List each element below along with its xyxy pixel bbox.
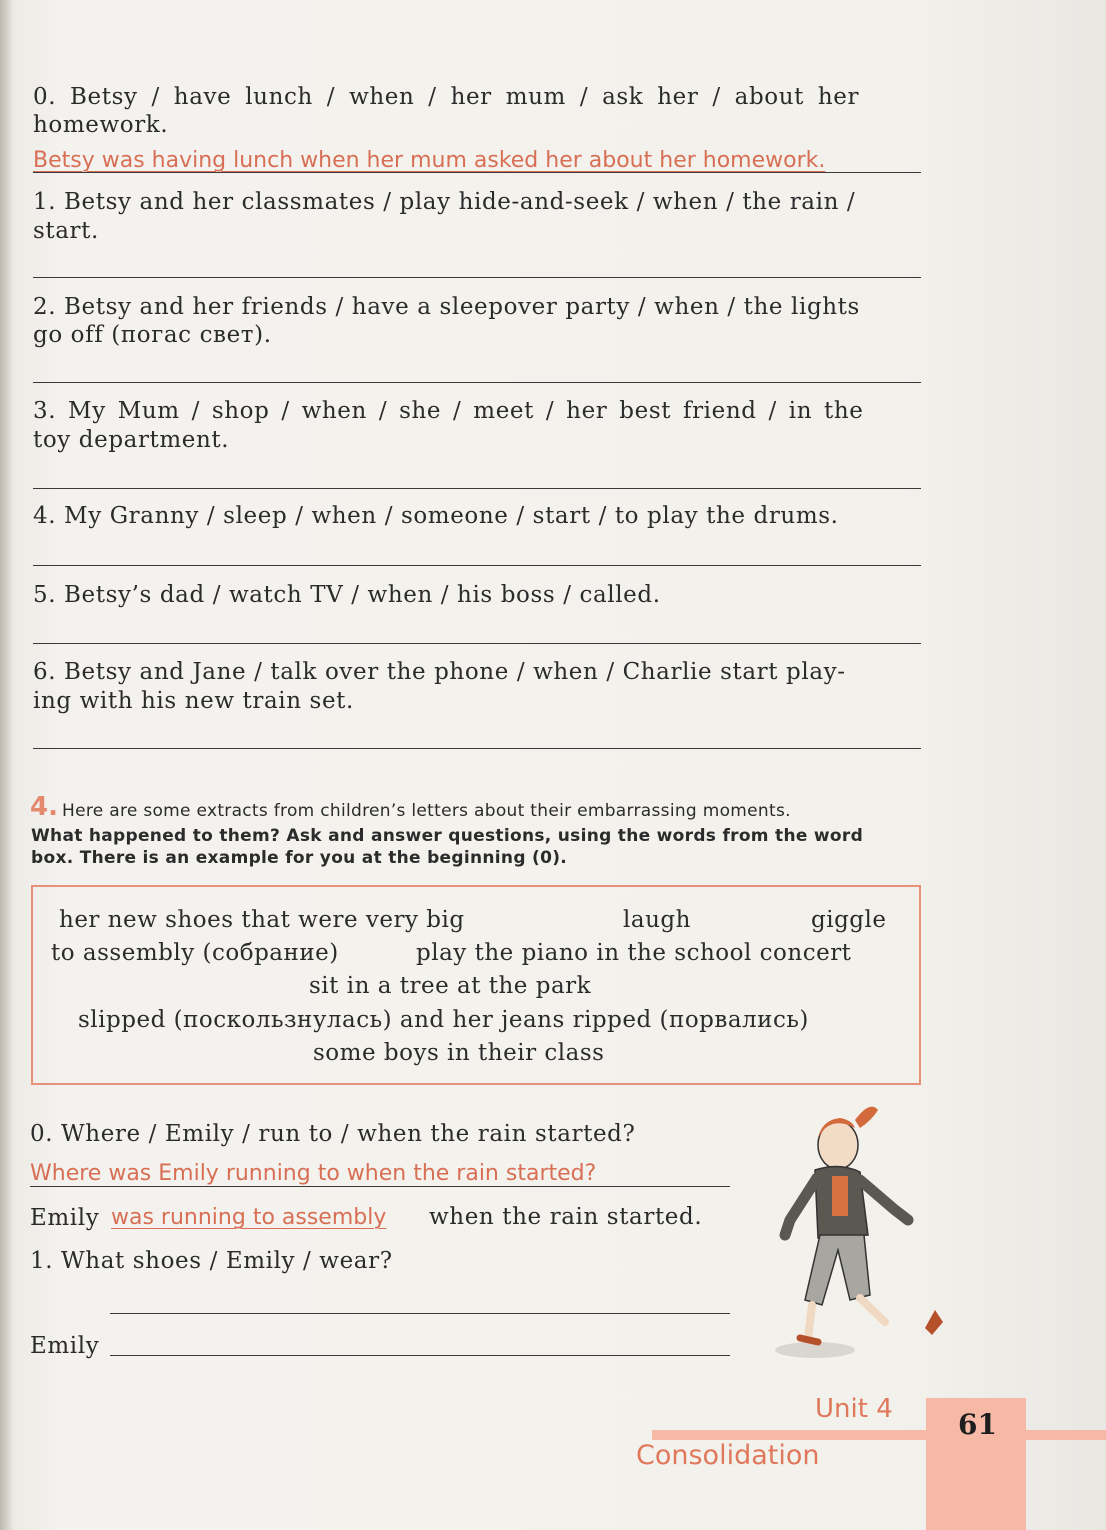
instruction-line-1: Here are some extracts from children’s letters about their embarrassing moments. <box>62 801 791 821</box>
example-answer: Betsy was having lunch when her mum asked her about her homework. <box>33 148 826 173</box>
word-box-item: her new shoes that were very big <box>59 907 465 933</box>
item-1-line2: start. <box>33 218 99 244</box>
question-0-answer-line <box>30 1186 730 1187</box>
footer-band <box>652 1430 1106 1440</box>
item-5-line1: 5. Betsy’s dad / watch TV / when / his boss / called. <box>33 582 661 608</box>
question-0: 0. Where / Emily / run to / when the rain started? <box>30 1121 636 1147</box>
unit-label: Unit 4 <box>815 1394 893 1424</box>
item-0-line1: 0. Betsy / have lunch / when / her mum / ask her / about her <box>33 84 860 110</box>
running-girl-illustration <box>760 1100 960 1370</box>
question-1: 1. What shoes / Emily / wear? <box>30 1248 393 1274</box>
word-box-item: play the piano in the school concert <box>416 940 852 966</box>
item-3-line2: toy department. <box>33 427 230 453</box>
word-box-item: laugh <box>623 907 691 933</box>
answer-line-3[interactable] <box>33 488 921 489</box>
item-6-line2: ing with his new train set. <box>33 688 354 714</box>
answer-line-6[interactable] <box>33 748 921 749</box>
page-number: 61 <box>958 1408 997 1441</box>
answer-0-suffix: when the rain started. <box>429 1204 703 1230</box>
word-box-item: giggle <box>811 907 887 933</box>
answer-0-prefix: Emily <box>30 1205 100 1231</box>
question-1-answer-line[interactable] <box>110 1313 730 1314</box>
answer-line-0 <box>33 172 921 173</box>
item-3-line1: 3. My Mum / shop / when / she / meet / her best friend / in the <box>33 398 864 424</box>
answer-1-line[interactable] <box>110 1355 730 1356</box>
instruction-line-2: What happened to them? Ask and answer questions, using the words from the word <box>31 826 864 846</box>
answer-line-5[interactable] <box>33 643 921 644</box>
instruction-line-3: box. There is an example for you at the beginning (0). <box>31 848 568 868</box>
word-box-item: slipped (поскользнулась) and her jeans ripped (порвались) <box>78 1007 809 1033</box>
question-0-answer: Where was Emily running to when the rain started? <box>30 1161 597 1186</box>
item-6-line1: 6. Betsy and Jane / talk over the phone / when / Charlie start play- <box>33 659 846 685</box>
item-4-line1: 4. My Granny / sleep / when / someone / start / to play the drums. <box>33 503 839 529</box>
word-box-item: some boys in their class <box>313 1040 605 1066</box>
item-2-line1: 2. Betsy and her friends / have a sleepover party / when / the lights <box>33 294 860 320</box>
answer-0-fill: was running to assembly <box>111 1205 387 1230</box>
task-number: 4. <box>30 792 58 822</box>
answer-line-1[interactable] <box>33 277 921 278</box>
word-box <box>31 885 921 1085</box>
item-2-line2: go off (погас свет). <box>33 322 272 348</box>
book-spine <box>0 0 12 1530</box>
item-0-line2: homework. <box>33 112 169 138</box>
answer-line-4[interactable] <box>33 565 921 566</box>
answer-1-prefix: Emily <box>30 1333 100 1359</box>
answer-line-2[interactable] <box>33 382 921 383</box>
word-box-item: sit in a tree at the park <box>309 973 592 999</box>
item-1-line1: 1. Betsy and her classmates / play hide-and-seek / when / the rain / <box>33 189 856 215</box>
section-label: Consolidation <box>636 1440 820 1471</box>
word-box-item: to assembly (собрание) <box>51 940 339 966</box>
